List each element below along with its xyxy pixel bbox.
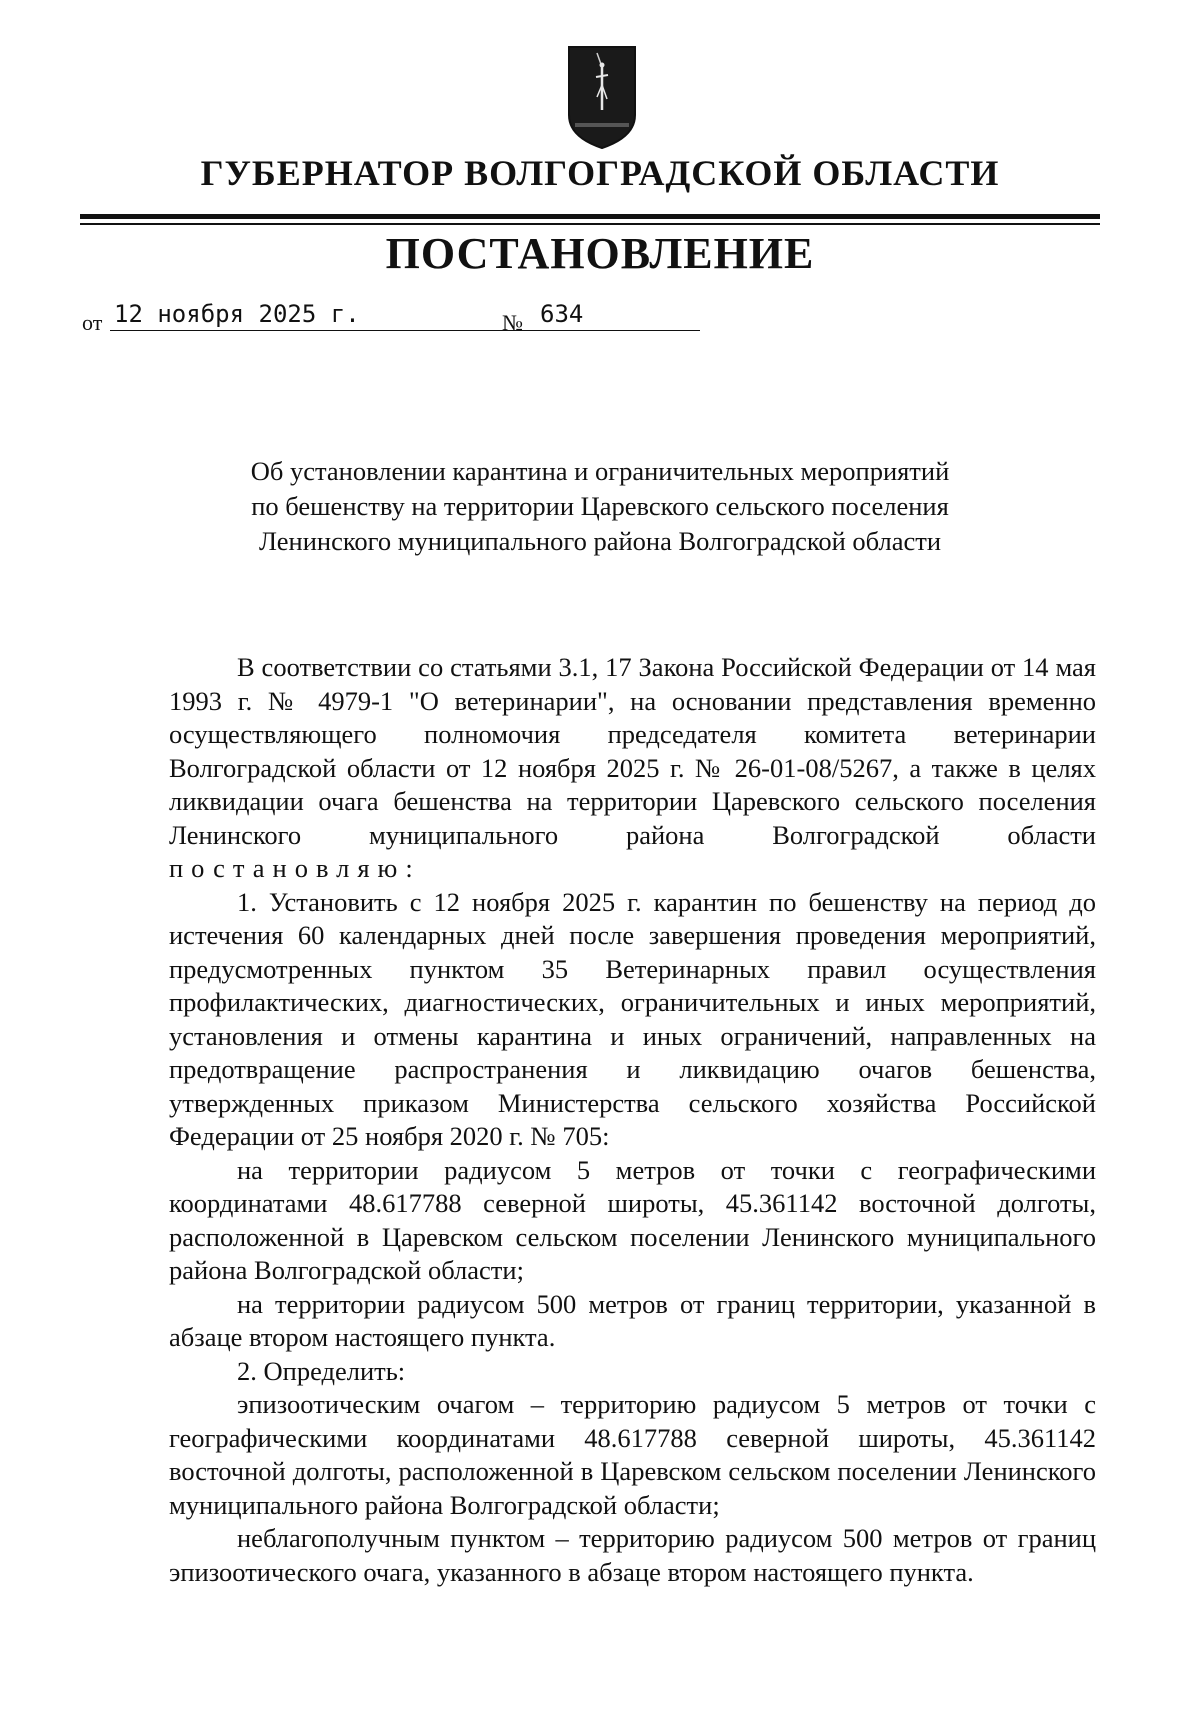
document-subject (150, 454, 1050, 559)
body-paragraph: на территории радиусом 5 метров от точки с географическими координатами 48.617788 северной широты, 45.361142 восточной долготы, расположенной в Царевском сельском поселении Ленинского муниципального района Волгоградской области; (169, 1154, 1096, 1285)
preamble-paragraph (169, 651, 1096, 886)
subject-line: по бешенству на территории Царевского сельского поселения (251, 491, 949, 521)
date-number-row (82, 300, 702, 336)
document-type: ПОСТАНОВЛЕНИЕ (385, 229, 815, 278)
subject-line: Об установлении карантина и ограничительных мероприятий (250, 456, 950, 486)
number-value: 634 (532, 300, 700, 331)
preamble-text: В соответствии со статьями 3.1, 17 Закона Российской Федерации от 14 мая 1993 г. № 4979-1 "О ветеринарии", на основании представления временно осуществляющего полномочия председателя комитета ветеринарии Волгоградской области от 12 ноября 2025 г. № 26-01-08/5267, а также в целях ликвидации очага бешенства на территории Царевского сельского поселения Ленинского муниципального района Волгоградской области (169, 652, 1096, 850)
body-paragraph: на территории радиусом 500 метров от границ территории, указанной в абзаце втором настоящего пункта. (169, 1288, 1096, 1352)
subject-line: Ленинского муниципального района Волгоградской области (258, 526, 942, 556)
body-paragraph: неблагополучным пунктом – территорию радиусом 500 метров от границ эпизоотического очага, указанного в абзаце втором настоящего пункта. (169, 1523, 1096, 1587)
document-body (169, 651, 1096, 1589)
coat-of-arms-icon (567, 45, 637, 150)
date-prefix: от (82, 310, 103, 335)
header-rule-thick (80, 214, 1100, 219)
header-rule-thin (80, 223, 1100, 225)
number-prefix: № (502, 310, 523, 335)
resolve-word: постановляю: (169, 853, 421, 883)
date-value: 12 ноября 2025 г. (110, 300, 576, 331)
issuing-authority: ГУБЕРНАТОР ВОЛГОГРАДСКОЙ ОБЛАСТИ (200, 153, 1000, 193)
body-paragraph: эпизоотическим очагом – территорию радиусом 5 метров от точки с географическими координатами 48.617788 северной широты, 45.361142 восточной долготы, расположенной в Царевском сельском поселении Ленинского муниципального района Волгоградской области; (169, 1389, 1096, 1520)
body-paragraph: 1. Установить с 12 ноября 2025 г. карантин по бешенству на период до истечения 60 календарных дней после завершения проведения мероприятий, предусмотренных пунктом 35 Ветеринарных правил осуществления профилактических, диагностических, ограничительных и иных мероприятий, установления и отмены карантина и иных ограничений, направленных на предотвращение распространения и ликвидацию очагов бешенства, утвержденных приказом Министерства сельского хозяйства Российской Федерации от 25 ноября 2020 г. № 705: (169, 886, 1096, 1151)
body-paragraph: 2. Определить: (237, 1355, 406, 1386)
